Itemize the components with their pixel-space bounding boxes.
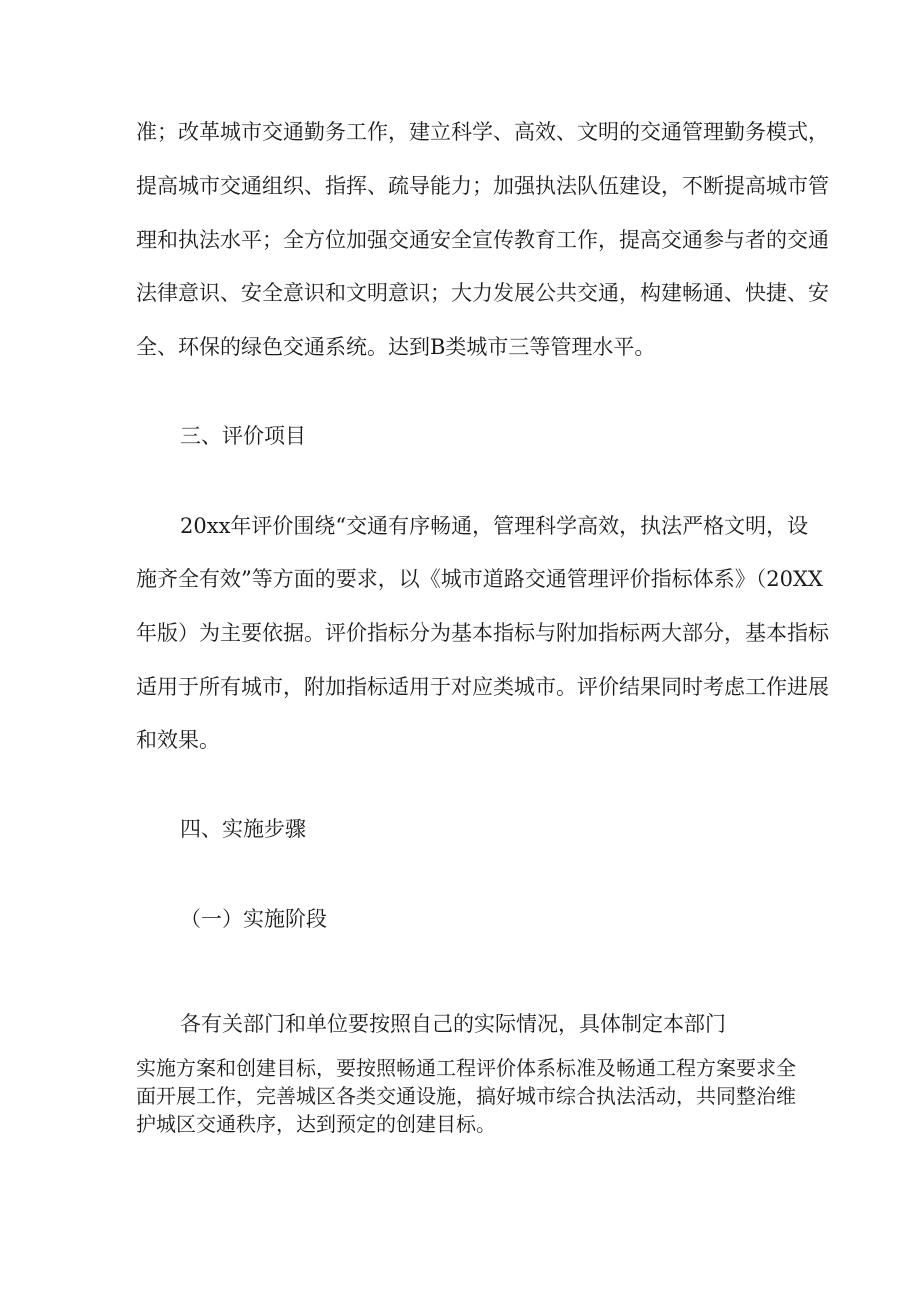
section3-line-5: 和效果。	[136, 728, 220, 752]
paragraph1-line-3: 理和执法水平；全方位加强交通安全宣传教育工作，提高交通参与者的交通	[136, 228, 829, 252]
section4-subheading: （一）实施阶段	[180, 907, 327, 931]
paragraph1-line-1: 准；改革城市交通勤务工作，建立科学、高效、文明的交通管理勤务模式，	[136, 120, 829, 144]
paragraph1-line-2: 提高城市交通组织、指挥、疏导能力；加强执法队伍建设，不断提高城市管	[136, 174, 829, 198]
paragraph1-line-5: 全、环保的绿色交通系统。达到B类城市三等管理水平。	[136, 335, 656, 359]
section3-line-2: 施齐全有效”等方面的要求，以《城市道路交通管理评价指标体系》（20XX	[136, 567, 823, 591]
section4-line-3: 护城区交通秩序，达到预定的创建目标。	[136, 1112, 496, 1136]
section3-line-3: 年版）为主要依据。评价指标分为基本指标与附加指标两大部分，基本指标	[136, 621, 829, 645]
section3-line-4: 适用于所有城市，附加指标适用于对应类城市。评价结果同时考虑工作进展	[136, 675, 829, 699]
section4-first-line: 各有关部门和单位要按照自己的实际情况，具体制定本部门	[180, 1012, 726, 1036]
paragraph1-line-4: 法律意识、安全意识和文明意识；大力发展公共交通，构建畅通、快捷、安	[136, 281, 829, 305]
section3-line-1: 20xx年评价围绕“交通有序畅通，管理科学高效，执法严格文明，设	[180, 514, 809, 538]
section4-line-1: 实施方案和创建目标，要按照畅通工程评价体系标准及畅通工程方案要求全	[136, 1056, 796, 1080]
section4-heading: 四、实施步骤	[180, 817, 306, 841]
section4-line-2: 面开展工作，完善城区各类交通设施，搞好城市综合执法活动，共同整治维	[136, 1084, 796, 1108]
section3-heading: 三、评价项目	[180, 424, 306, 448]
